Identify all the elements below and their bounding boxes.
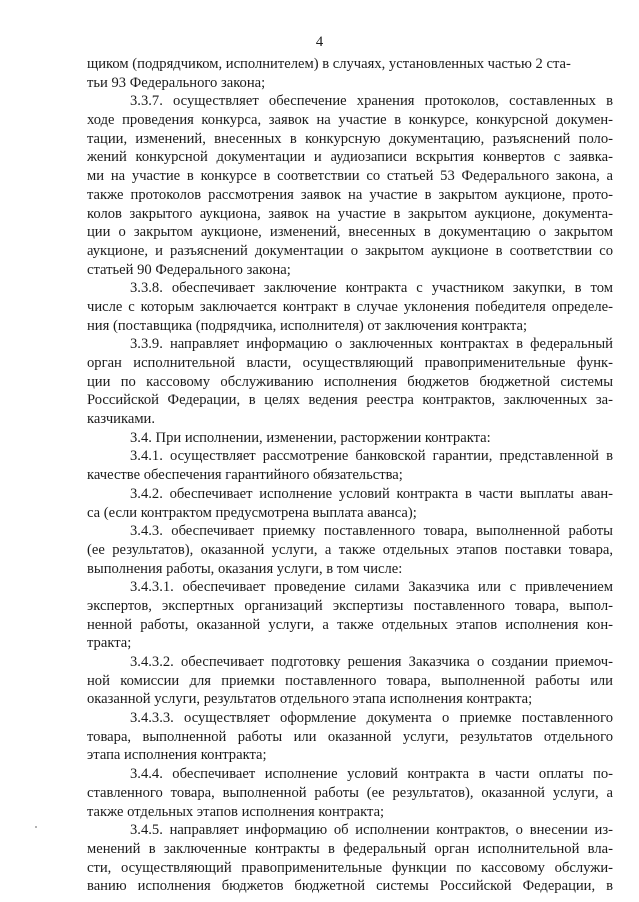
text-line: оказанной услуги, результатов отдельного этапа исполнения контракта;: [87, 691, 533, 708]
text-line: этапа исполнения контракта;: [87, 747, 267, 764]
text-line: колов закрытого аукциона, заявок на участие в закрытом аукционе, документа-: [87, 205, 613, 222]
text-line: выполнения работы, оказания услуги, в том числе:: [87, 560, 403, 577]
text-line: 3.4.3.1. обеспечивает проведение силами Заказчика или с привлечением: [130, 579, 613, 596]
text-line: 3.4.1. осуществляет рассмотрение банковской гарантии, представленной в: [130, 448, 613, 465]
text-line: ми на участие в конкурсе в соответствии со статьей 53 Федерального закона, а: [87, 168, 613, 185]
text-line: 3.4.4. обеспечивает исполнение условий контракта в части оплаты по-: [130, 766, 613, 783]
text-line: 3.4.2. обеспечивает исполнение условий контракта в части выплаты аван-: [130, 485, 613, 502]
text-line: ванию исполнения бюджетов бюджетной системы Российской Федерации, в: [87, 878, 613, 895]
text-line: орган исполнительной власти, осуществляющий правоприменительные функ-: [87, 355, 613, 372]
text-line: тракта;: [87, 635, 132, 652]
text-line: са (если контрактом предусмотрена выплата аванса);: [87, 504, 417, 521]
text-line: 3.4.3.2. обеспечивает подготовку решения Заказчика о создании приемоч-: [130, 654, 613, 671]
text-line: Российской Федерации, в целях ведения реестра контрактов, заключенных за-: [87, 392, 613, 409]
text-line: статьей 90 Федерального закона;: [87, 261, 291, 278]
text-line: ции о закрытом аукционе, изменений, внесенных в документацию о закрытом: [87, 224, 613, 241]
text-line: аукционе, и разъяснений документации о закрытом аукционе в соответствии со: [87, 242, 613, 259]
text-line: товара, выполненной работы или оказанной услуги, результатов отдельного: [87, 728, 613, 745]
text-line: (ее результатов), оказанной услуги, а также отдельных этапов поставки товара,: [87, 541, 613, 558]
text-line: также отдельных этапов исполнения контракта;: [87, 803, 385, 820]
text-line: ции по кассовому обслуживанию исполнения бюджетов бюджетной системы: [87, 373, 613, 390]
text-line: сти, осуществляющий правоприменительные функции по кассовому обслужи-: [87, 859, 613, 876]
text-line: 3.3.8. обеспечивает заключение контракта с участником закупки, в том: [130, 280, 613, 297]
text-line: качестве обеспечения гарантийного обязательства;: [87, 467, 403, 484]
page-number: 4: [315, 34, 324, 50]
text-line: ния (поставщика (подрядчика, исполнителя) от заключения контракта;: [87, 317, 528, 334]
text-line: казчиками.: [87, 411, 156, 428]
text-line: 3.4. При исполнении, изменении, расторжении контракта:: [130, 429, 491, 446]
text-line: 3.3.9. направляет информацию о заключенных контрактах в федеральный: [130, 336, 613, 353]
text-line: числе с которым заключается контракт в случае уклонения победителя определе-: [87, 298, 613, 315]
text-line: тьи 93 Федерального закона;: [87, 74, 266, 91]
text-line: ной комиссии для приемки поставленного товара, выполненной работы или: [87, 672, 613, 689]
text-line: ходе проведения конкурса, заявок на участие в конкурсе, конкурсной докумен-: [87, 112, 613, 129]
text-line: ненной работы, оказанной услуги, а также отдельных этапов исполнения кон-: [87, 616, 613, 633]
text-line: тации, изменений, внесенных в конкурсную документацию, разъяснений поло-: [87, 130, 613, 147]
text-line: жений конкурсной документации и аудиозаписи вскрытия конвертов с заявка-: [87, 149, 613, 166]
margin-dot: [35, 826, 37, 828]
text-line: 3.4.5. направляет информацию об исполнении контрактов, о внесении из-: [130, 822, 613, 839]
text-line: 3.3.7. осуществляет обеспечение хранения протоколов, составленных в: [130, 93, 613, 110]
text-line: 3.4.3.3. осуществляет оформление документа о приемке поставленного: [130, 710, 613, 727]
text-line: экспертов, экспертных организаций экспертизы поставленного товара, выпол-: [87, 597, 613, 614]
text-line: также протоколов рассмотрения заявок на участие в закрытом аукционе, прото-: [87, 186, 613, 203]
text-line: менений в заключенные контракты в федеральный орган исполнительной вла-: [87, 840, 613, 857]
text-line: 3.4.3. обеспечивает приемку поставленного товара, выполненной работы: [130, 523, 613, 540]
text-line: щиком (подрядчиком, исполнителем) в случаях, установленных частью 2 ста-: [87, 56, 571, 72]
text-line: ставленного товара, выполненной работы (ее результатов), оказанной услуги, а: [87, 784, 613, 801]
